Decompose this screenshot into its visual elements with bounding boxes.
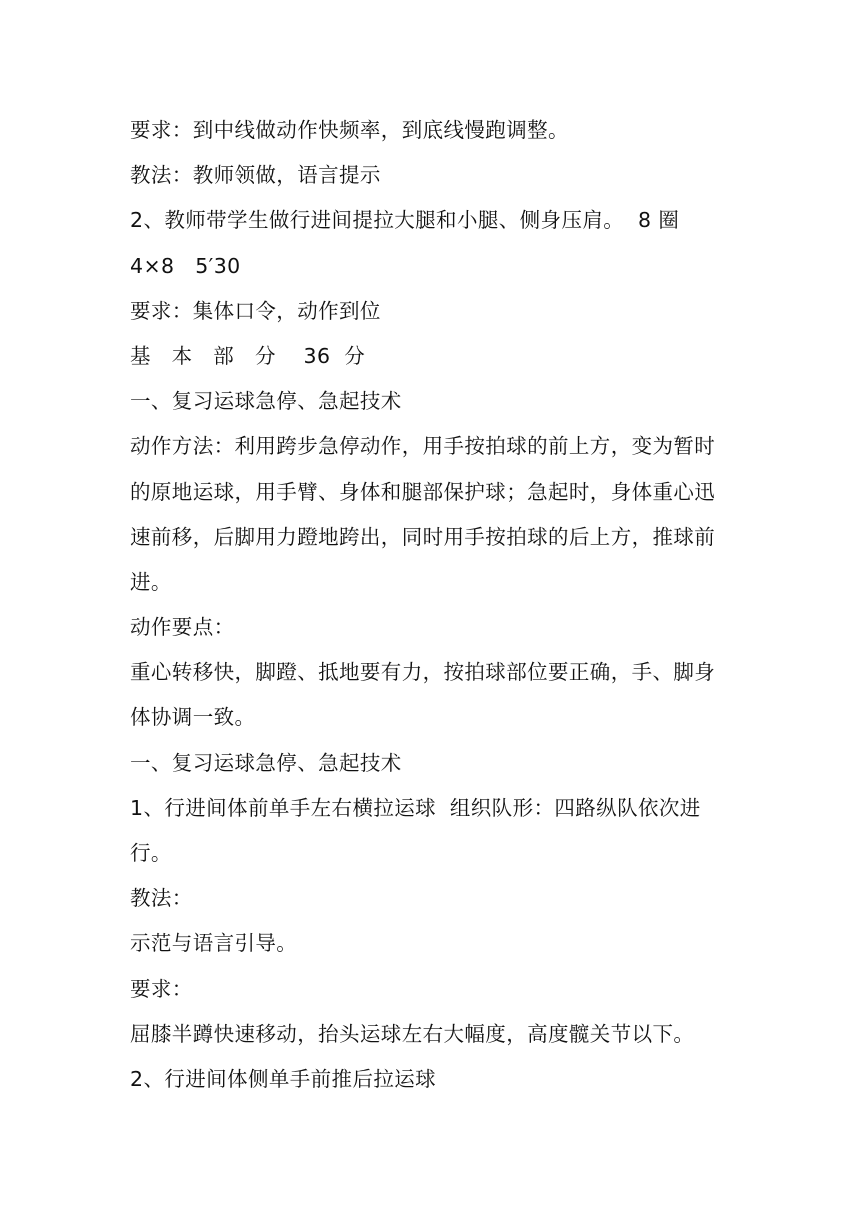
text-line: 重心转移快，脚蹬、抵地要有力，按拍球部位要正确，手、脚身 [130, 660, 716, 685]
text-line: 教法： [130, 886, 193, 911]
text-line: 速前移，后脚用力蹬地跨出，同时用手按拍球的后上方，推球前 [130, 524, 716, 549]
text-line: 动作要点： [130, 615, 235, 640]
text-line: 体协调一致。 [130, 705, 256, 730]
text-line: 教法：教师领做，语言提示 [130, 163, 381, 188]
section-heading: 基 本 部 分 36 分 [130, 343, 366, 368]
text-line: 1、行进间体前单手左右横拉运球 组织队形：四路纵队依次进 [130, 795, 701, 820]
text-line: 4×8 5′30 [130, 253, 241, 278]
text-line: 的原地运球，用手臂、身体和腿部保护球；急起时，身体重心迅 [130, 479, 716, 504]
subsection-heading: 一、复习运球急停、急起技术 [130, 389, 402, 414]
text-line: 2、教师带学生做行进间提拉大腿和小腿、侧身压肩。 8 圈 [130, 208, 680, 233]
text-line: 示范与语言引导。 [130, 931, 298, 956]
text-line: 屈膝半蹲快速移动，抬头运球左右大幅度，高度髋关节以下。 [130, 1021, 695, 1046]
subsection-heading: 一、复习运球急停、急起技术 [130, 750, 402, 775]
text-line: 动作方法：利用跨步急停动作，用手按拍球的前上方，变为暂时 [130, 434, 716, 459]
text-line: 行。 [130, 841, 172, 865]
text-line: 要求：集体口令，动作到位 [130, 298, 381, 323]
text-line: 要求： [130, 976, 193, 1001]
document-body [130, 108, 742, 1102]
text-line: 要求：到中线做动作快频率，到底线慢跑调整。 [130, 118, 569, 142]
text-line: 进。 [130, 569, 172, 594]
text-line: 2、行进间体侧单手前推后拉运球 [130, 1066, 437, 1091]
